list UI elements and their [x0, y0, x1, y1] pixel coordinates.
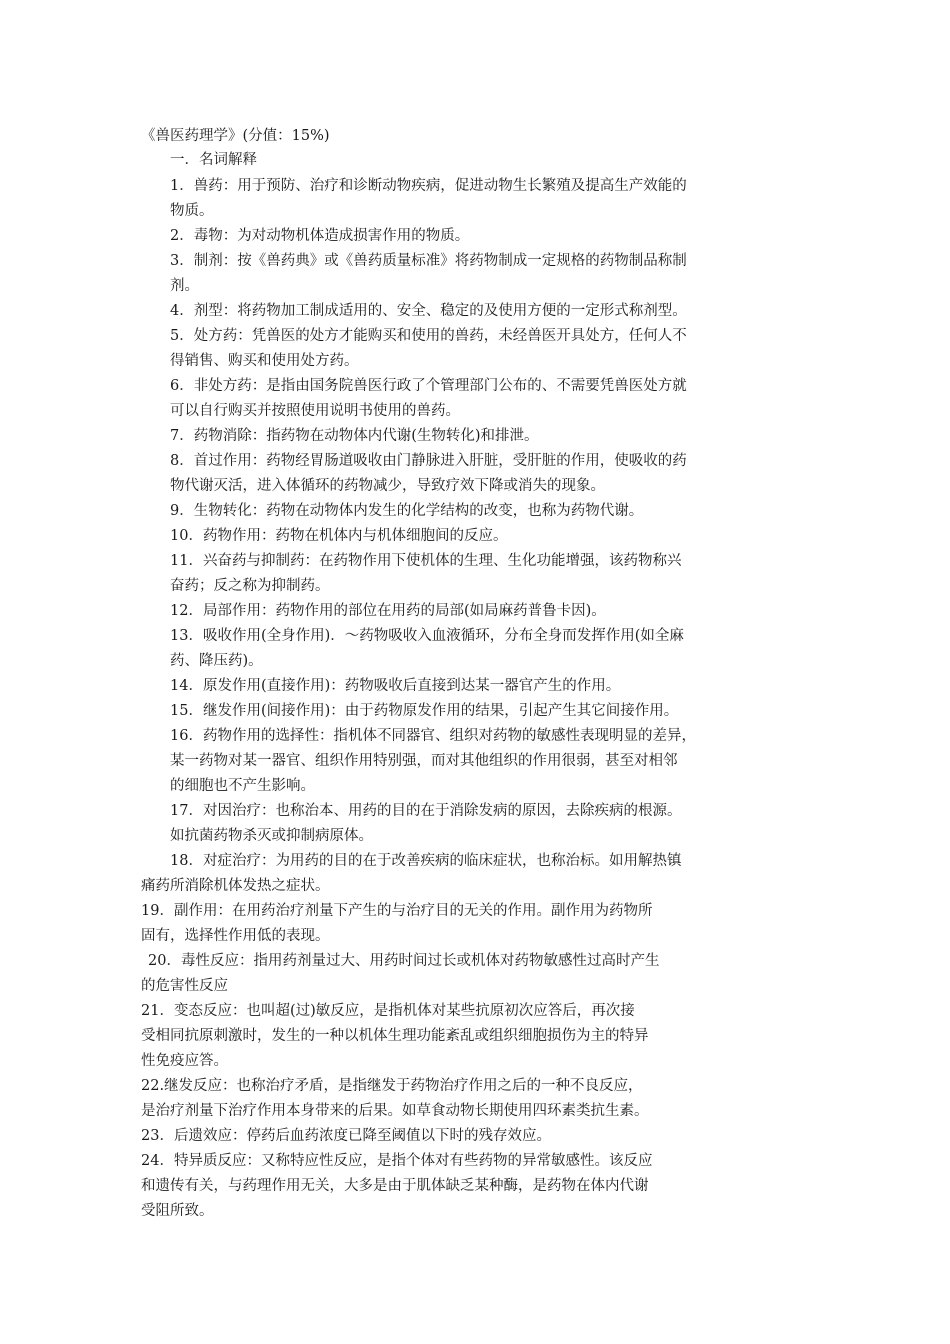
- text-line: 16．药物作用的选择性：指机体不同器官、组织对药物的敏感性表现明显的差异，: [170, 728, 696, 744]
- text-line: 如抗菌药物杀灭或抑制病原体。: [170, 828, 373, 844]
- document-title: 《兽医药理学》(分值：15%): [141, 128, 330, 144]
- text-line: 22.继发反应：也称治疗矛盾，是指继发于药物治疗作用之后的一种不良反应，: [141, 1078, 643, 1094]
- text-line: 19．副作用：在用药治疗剂量下产生的与治疗目的无关的作用。副作用为药物所: [141, 903, 653, 919]
- text-line: 可以自行购买并按照使用说明书使用的兽药。: [170, 403, 460, 419]
- text-line: 物质。: [170, 203, 214, 219]
- text-line: 奋药；反之称为抑制药。: [170, 578, 330, 594]
- text-line: 固有，选择性作用低的表现。: [141, 928, 330, 944]
- text-line: 受相同抗原刺激时，发生的一种以机体生理功能紊乱或组织细胞损伤为主的特异: [141, 1028, 649, 1044]
- text-line: 剂。: [170, 278, 199, 294]
- text-line: 2．毒物：为对动物机体造成损害作用的物质。: [170, 228, 470, 244]
- text-line: 12．局部作用：药物作用的部位在用药的局部(如局麻药普鲁卡因)。: [170, 603, 606, 619]
- text-line: 21．变态反应：也叫超(过)敏反应，是指机体对某些抗原初次应答后，再次接: [141, 1003, 635, 1019]
- text-line: 是治疗剂量下治疗作用本身带来的后果。如草食动物长期使用四环素类抗生素。: [141, 1103, 649, 1119]
- text-line: 11．兴奋药与抑制药：在药物作用下使机体的生理、生化功能增强，该药物称兴: [170, 553, 682, 569]
- text-line: 15．继发作用(间接作用)：由于药物原发作用的结果，引起产生其它间接作用。: [170, 703, 679, 719]
- text-line: 药、降压药)。: [170, 653, 263, 669]
- text-line: 和遗传有关，与药理作用无关，大多是由于肌体缺乏某种酶，是药物在体内代谢: [141, 1178, 649, 1194]
- text-line: 10．药物作用：药物在机体内与机体细胞间的反应。: [170, 528, 508, 544]
- text-line: 3．制剂：按《兽药典》或《兽药质量标准》将药物制成一定规格的药物制品称制: [170, 253, 687, 269]
- section-heading: 一．名词解释: [170, 152, 257, 168]
- text-line: 物代谢灭活，进入体循环的药物减少，导致疗效下降或消失的现象。: [170, 478, 605, 494]
- text-line: 5．处方药：凭兽医的处方才能购买和使用的兽药，未经兽医开具处方，任何人不: [170, 328, 687, 344]
- text-line: 9．生物转化：药物在动物体内发生的化学结构的改变，也称为药物代谢。: [170, 503, 644, 519]
- text-line: 18．对症治疗：为用药的目的在于改善疾病的临床症状，也称治标。如用解热镇: [170, 853, 682, 869]
- text-line: 的细胞也不产生影响。: [170, 778, 315, 794]
- text-line: 7．药物消除：指药物在动物体内代谢(生物转化)和排泄。: [170, 428, 539, 444]
- text-line: 1．兽药：用于预防、治疗和诊断动物疾病，促进动物生长繁殖及提高生产效能的: [170, 178, 687, 194]
- text-line: 6．非处方药：是指由国务院兽医行政了个管理部门公布的、不需要凭兽医处方就: [170, 378, 687, 394]
- text-line: 的危害性反应: [141, 978, 228, 994]
- text-line: 8．首过作用：药物经胃肠道吸收由门静脉进入肝脏，受肝脏的作用，使吸收的药: [170, 453, 687, 469]
- text-line: 受阻所致。: [141, 1203, 214, 1219]
- text-line: 性免疫应答。: [141, 1053, 228, 1069]
- text-line: 痛药所消除机体发热之症状。: [141, 878, 330, 894]
- text-line: 4．剂型：将药物加工制成适用的、安全、稳定的及使用方便的一定形式称剂型。: [170, 303, 687, 319]
- text-line: 得销售、购买和使用处方药。: [170, 353, 359, 369]
- text-line: 20．毒性反应：指用药剂量过大、用药时间过长或机体对药物敏感性过高时产生: [148, 953, 660, 969]
- text-line: 23．后遗效应：停药后血药浓度已降至阈值以下时的残存效应。: [141, 1128, 551, 1144]
- text-line: 17．对因治疗：也称治本、用药的目的在于消除发病的原因，去除疾病的根源。: [170, 803, 682, 819]
- text-line: 14．原发作用(直接作用)：药物吸收后直接到达某一器官产生的作用。: [170, 678, 621, 694]
- text-line: 24．特异质反应：又称特应性反应，是指个体对有些药物的异常敏感性。该反应: [141, 1153, 653, 1169]
- text-line: 某一药物对某一器官、组织作用特别强，而对其他组织的作用很弱，甚至对相邻: [170, 753, 678, 769]
- text-line: 13．吸收作用(全身作用)．～药物吸收入血液循环，分布全身而发挥作用(如全麻: [170, 628, 684, 644]
